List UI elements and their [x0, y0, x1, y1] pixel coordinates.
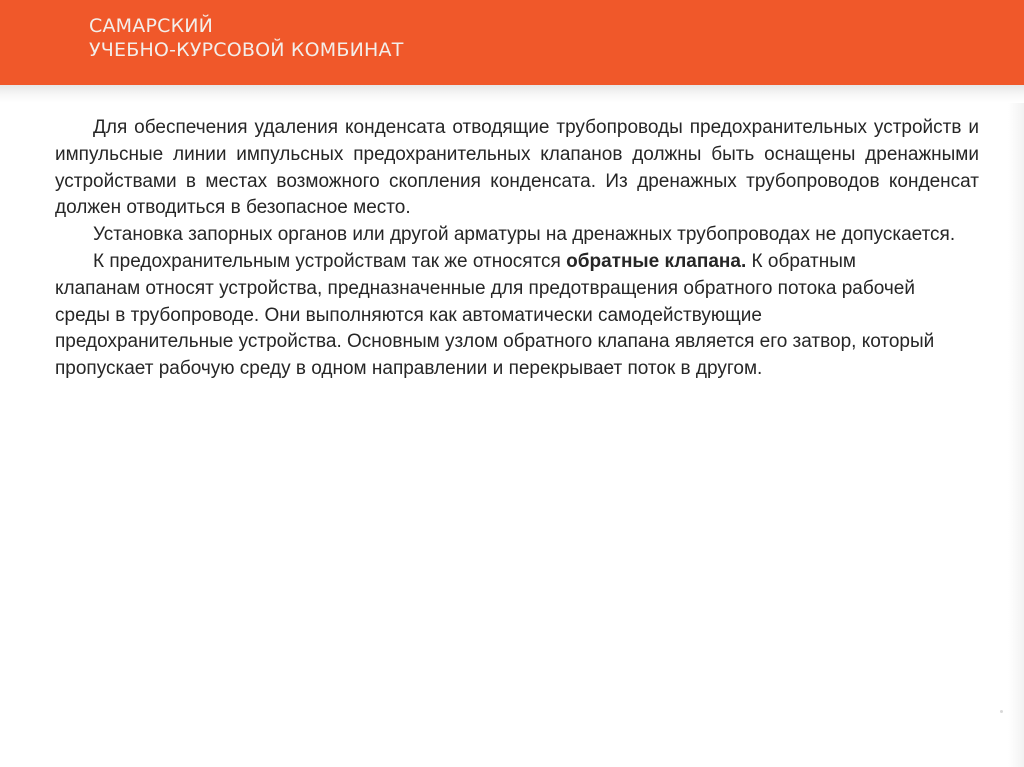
- brand-logo-text: [89, 14, 404, 62]
- para3-text-before: К предохранительным устройствам так же относятся: [93, 250, 567, 272]
- corner-dot: [1000, 710, 1003, 713]
- paragraph-shutoff-prohibition: Установка запорных органов или другой арматуры на дренажных трубопроводах не допускается.: [93, 224, 956, 246]
- para3-bold-term: обратные клапана.: [566, 250, 747, 272]
- slide-body: [55, 115, 979, 383]
- paragraph-check-valves: [55, 249, 935, 383]
- header-shadow: [0, 85, 1024, 103]
- para3-text-after: К обратным клапанам относят устройства, предназначенные для предотвращения обратного потока рабочей среды в трубопроводе. Они выполняются как автоматически самодействующие предохранительные устройства. Основным узлом обратного клапана является его затвор, который пропускает рабочую среду в одном направлении и перекрывает поток в другом.: [55, 250, 935, 380]
- paragraph-condensate-drainage: Для обеспечения удаления конденсата отводящие трубопроводы предохранительных устройств и импульсные линии импульсных предохранительных клапанов должны быть оснащены дренажными устройствами в местах возможного скопления конденсата. Из дренажных трубопроводов конденсат должен отводиться в безопасное место.: [55, 117, 979, 219]
- brand-line-1: САМАРСКИЙ: [89, 15, 214, 37]
- header-bar: [0, 0, 1024, 85]
- right-edge-shading: [1008, 103, 1024, 767]
- brand-line-2: УЧЕБНО-КУРСОВОЙ КОМБИНАТ: [89, 39, 404, 61]
